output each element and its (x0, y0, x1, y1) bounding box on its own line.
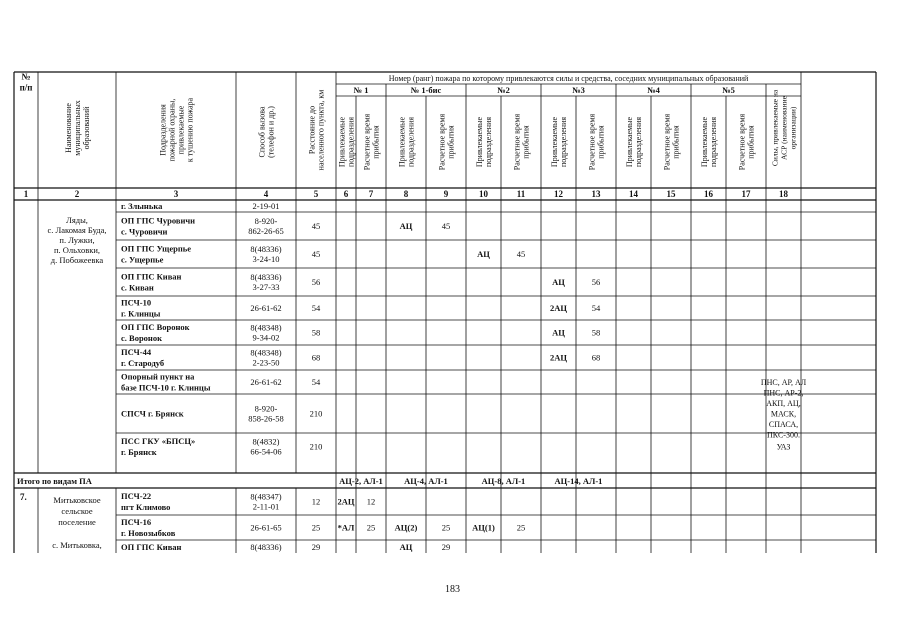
row-number: 7. (20, 492, 27, 502)
column-number: 5 (313, 189, 319, 199)
header-label: Привлекаемые (397, 116, 407, 168)
phone: 8(48348) (250, 322, 282, 333)
phone: 26-61-62 (250, 377, 282, 387)
column-number: 12 (554, 189, 563, 199)
header-label: АСР (наименование (779, 96, 789, 160)
rank-cell: АЦ(2) (394, 522, 418, 533)
header-label: Привлекаемые (625, 116, 634, 168)
column-number: 8 (403, 189, 409, 199)
column-number: 3 (173, 189, 179, 199)
area-name: сельское (61, 506, 93, 516)
header-label: Способ вызова (257, 106, 267, 158)
header-label: Расчетное время (662, 113, 672, 171)
distance: 54 (311, 303, 321, 313)
header-label: прибытия (746, 125, 756, 159)
asr-forces: ПНС, АР-2, (763, 388, 804, 398)
phone: 2-19-01 (252, 201, 280, 211)
rank-cell: 25 (441, 522, 451, 533)
distance: 29 (311, 542, 321, 552)
area-name: Митьковское (53, 495, 101, 505)
header-label: Расчетное время (362, 113, 372, 171)
rank-cell: 45 (441, 221, 451, 231)
header-label: подразделения (346, 116, 356, 168)
rank-cell: АЦ (552, 277, 565, 287)
distance: 58 (311, 327, 321, 338)
header-label: Расчетное время (512, 113, 522, 171)
rank-label: № 1 (353, 85, 369, 95)
rank-label: №4 (647, 85, 660, 95)
header-sub-units (338, 116, 356, 167)
asr-forces: ПКС-300. (767, 430, 800, 440)
unit-name: с. Воронок (121, 333, 162, 343)
area-name: с. Митьковка, (52, 540, 102, 550)
header-label: к тушению пожара (185, 97, 195, 163)
phone: 8(48336) (250, 272, 282, 282)
rank-cell: АЦ (477, 249, 490, 259)
unit-name: ОП ГПС Киван (121, 271, 182, 282)
rank-cell: 2АЦ (337, 496, 355, 507)
unit-name: Опорный пункт на (121, 371, 195, 382)
column-number: 17 (741, 189, 751, 199)
phone: 2-11-01 (252, 501, 280, 512)
header-label: прибытия (521, 125, 531, 159)
unit-name: г. Брянск (121, 447, 157, 457)
unit-name: с. Чуровичи (121, 226, 168, 237)
rank-label: № 1-бис (410, 85, 442, 95)
header-label: Привлекаемые (475, 116, 484, 168)
distance: 54 (311, 377, 321, 387)
header-label: подразделения (634, 116, 643, 168)
header-sub-units (550, 116, 568, 167)
unit-name: пгт Климово (121, 502, 171, 512)
asr-forces: УАЗ (776, 442, 791, 452)
page-number: 183 (445, 584, 460, 595)
asr-forces: АКП, АЦ, (766, 399, 801, 408)
header-sub-time (363, 113, 381, 170)
phone: 8(48348) (250, 347, 282, 358)
column-number: 4 (263, 189, 269, 199)
column-number: 1 (23, 189, 29, 199)
rank-label: №2 (497, 85, 510, 95)
distance: 25 (311, 522, 321, 533)
distance: 12 (311, 496, 321, 507)
phone: 66-54-06 (250, 446, 282, 457)
unit-name: ПСС ГКУ «БПСЦ» (121, 436, 196, 446)
rank-cell: 54 (591, 303, 601, 313)
unit-name: с. Ущерпье (121, 254, 164, 265)
rank-cell: 12 (366, 496, 376, 507)
rank-cell: 25 (366, 522, 376, 533)
rank-cell: 25 (516, 522, 526, 533)
phone: 8(4832) (252, 436, 280, 447)
column-number: 11 (516, 189, 526, 199)
asr-forces: ПНС, АР, АЛ (760, 378, 807, 387)
totals-value: АЦ-8, АЛ-1 (481, 476, 526, 486)
rank-cell: 58 (591, 327, 601, 338)
header-sub-time (738, 113, 756, 170)
unit-name: г. Злынька (121, 201, 163, 211)
header-label: Расчетное время (737, 113, 747, 171)
header-sub-time (438, 113, 456, 170)
header-label: подразделения (559, 116, 568, 168)
column-number: 16 (704, 189, 713, 199)
header-label: образований (82, 106, 91, 150)
phone: 8(48336) (250, 542, 282, 552)
header-label: Наименование (64, 103, 73, 153)
rank-cell: 45 (516, 249, 526, 259)
phone: 9-34-02 (252, 332, 280, 343)
totals-label: Итого по видам ПА (17, 476, 92, 486)
phone: 8-920- (254, 216, 278, 226)
header-label: населенного пункта, км (316, 89, 326, 171)
distance: 210 (309, 408, 323, 419)
header-label: Расстояние до (307, 105, 317, 155)
distance: 56 (311, 277, 321, 287)
rank-cell: АЦ(1) (472, 522, 495, 533)
rank-cell: 56 (591, 277, 601, 287)
area-name: п. Ольховки, (53, 245, 101, 255)
totals-value: АЦ-4, АЛ-1 (404, 476, 448, 486)
phone: 8(48347) (250, 491, 282, 502)
rank-cell: *АЛ (337, 522, 355, 533)
header-label: муниципальных (73, 100, 82, 156)
header-distance (308, 90, 326, 171)
totals-value: АЦ-14, АЛ-1 (554, 476, 603, 486)
header-label: прибытия (371, 125, 381, 159)
header-label: Привлекаемые (700, 116, 709, 168)
unit-name: ОП ГПС Воронок (121, 322, 190, 332)
unit-name: ОП ГПС Чуровичи (121, 215, 196, 226)
rank-cell: 68 (591, 352, 601, 363)
rank-cell: 2АЦ (550, 352, 567, 363)
phone: 2-23-50 (252, 357, 280, 368)
header-label: привлекаемые (176, 105, 186, 155)
unit-name: г. Новозыбков (121, 528, 176, 538)
distance: 45 (311, 249, 321, 259)
header-label: Привлекаемые (337, 116, 347, 168)
header-label: прибытия (596, 125, 606, 159)
unit-name: ОП ГПС Киван (121, 542, 182, 552)
column-number: 10 (479, 189, 488, 199)
header-asr (771, 89, 798, 166)
area-name: п. Лужки, (59, 235, 95, 245)
header-rank-group: Номер (ранг) пожара по которому привлекаются силы и средства, соседних муниципальных образований (388, 74, 749, 83)
rank-cell: 2АЦ (550, 303, 567, 313)
unit-name: с. Киван (121, 282, 154, 293)
column-number: 2 (74, 189, 80, 199)
header-label: подразделения (484, 116, 493, 168)
phone: 858-26-58 (248, 413, 284, 424)
column-number: 13 (591, 189, 601, 199)
header-label: (телефон и др.) (266, 106, 276, 158)
unit-name: ПСЧ-10 (121, 297, 152, 308)
header-sub-time (663, 113, 681, 170)
header-label: прибытия (446, 125, 456, 159)
header-label: Расчетное время (437, 113, 447, 171)
asr-forces: МАСК, (770, 409, 797, 419)
phone: 3-24-10 (252, 254, 280, 264)
header-label: подразделения (709, 116, 718, 168)
rank-label: №3 (572, 85, 585, 95)
header-call (258, 106, 276, 158)
column-number: 7 (368, 189, 374, 199)
unit-name: ПСЧ-16 (121, 517, 152, 527)
header-sub-units (475, 116, 493, 167)
unit-name: базе ПСЧ-10 г. Клинцы (121, 382, 211, 393)
distance: 45 (311, 221, 321, 231)
column-number: 14 (629, 189, 638, 199)
column-number: 6 (343, 189, 349, 199)
totals-value: АЦ-2, АЛ-1 (339, 476, 383, 486)
header-label: Силы, привлекаемые на (770, 89, 780, 167)
phone: 26-61-65 (250, 522, 282, 533)
header-label: Привлекаемые (550, 116, 559, 168)
header-sub-units (700, 116, 718, 167)
header-num: № (21, 71, 31, 82)
asr-forces: СПАСА, (768, 420, 799, 429)
phone: 26-61-62 (250, 303, 282, 313)
rank-cell: АЦ (552, 327, 565, 338)
header-num: п/п (19, 82, 33, 93)
area-name: Ляды, (66, 215, 88, 225)
header-sub-time (513, 113, 531, 170)
column-number: 9 (443, 189, 449, 199)
phone: 862-26-65 (248, 226, 284, 236)
unit-name: ПСЧ-22 (121, 491, 152, 501)
header-sub-units (398, 116, 416, 167)
area-name: д. Побожеевка (50, 255, 104, 265)
phone: 8-920- (254, 403, 278, 414)
header-label: Расчетное время (587, 113, 597, 171)
unit-name: г. Стародуб (121, 358, 165, 368)
header-sub-time (588, 113, 606, 170)
phone: 8(48336) (250, 244, 282, 254)
unit-name: г. Клинцы (121, 308, 161, 319)
rank-label: №5 (722, 85, 735, 95)
area-name: поселение (58, 517, 96, 527)
rank-cell: АЦ (399, 221, 413, 231)
header-label: подразделения (406, 116, 416, 168)
header-label: организации) (788, 106, 798, 150)
rank-cell: АЦ (399, 542, 413, 552)
column-number: 15 (666, 189, 676, 199)
header-label: прибытия (671, 125, 681, 159)
unit-name: СПСЧ г. Брянск (121, 408, 184, 419)
phone: 3-27-33 (252, 282, 280, 292)
header-label: Подразделения (158, 104, 168, 156)
area-name: с. Лакомая Буда, (47, 225, 107, 235)
column-number: 18 (779, 189, 788, 199)
header-municipalities (64, 100, 91, 155)
distance: 68 (311, 352, 321, 363)
rank-cell: 29 (441, 542, 451, 552)
header-units (159, 97, 195, 162)
unit-name: ПСЧ-44 (121, 347, 152, 357)
header-label: пожарной охраны, (167, 98, 177, 162)
distance: 210 (309, 441, 323, 452)
unit-name: ОП ГПС Ущерпье (121, 243, 192, 254)
header-sub-units (625, 116, 643, 167)
